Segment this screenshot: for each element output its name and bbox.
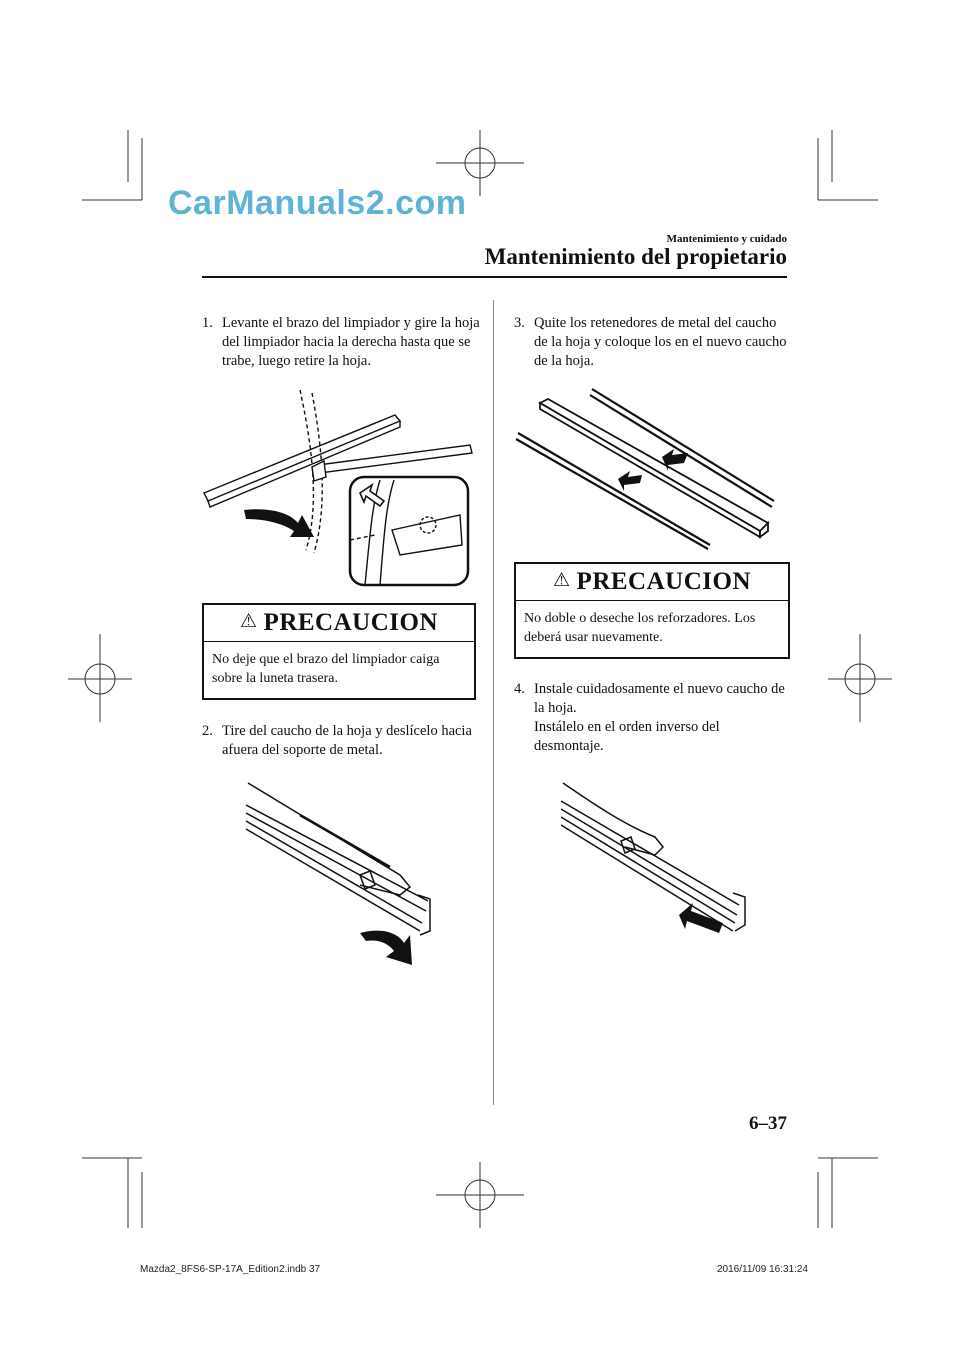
caution-title: PRECAUCION	[576, 568, 751, 595]
header-rule	[202, 276, 787, 278]
warning-icon: ⚠	[553, 570, 571, 591]
step-text: Tire del caucho de la hoja y deslícelo hacia afuera del soporte de metal.	[222, 723, 472, 758]
rubber-slide-out-illustration	[240, 775, 440, 970]
step-number: 1.	[202, 315, 213, 331]
caution-box-1	[202, 603, 476, 700]
chapter-title: Mantenimiento y cuidado	[666, 233, 787, 245]
section-title: Mantenimiento del propietario	[484, 244, 787, 269]
caution-title: PRECAUCION	[263, 609, 438, 636]
step-number: 2.	[202, 723, 213, 739]
step-text: Levante el brazo del limpiador y gire la hoja del limpiador hacia la derecha hasta que se trabe, luego retire la hoja.	[222, 315, 480, 369]
caution-text: No doble o deseche los reforzadores. Los deberá usar nuevamente.	[524, 611, 756, 645]
footer-filename: Mazda2_8FS6-SP-17A_Edition2.indb 37	[140, 1264, 321, 1275]
column-divider	[493, 300, 494, 1105]
footer-timestamp: 2016/11/09 16:31:24	[716, 1264, 808, 1275]
retainer-swap-illustration	[512, 385, 782, 550]
wiper-removal-illustration	[200, 385, 480, 590]
step-number: 3.	[514, 315, 525, 331]
step-4	[514, 680, 789, 756]
watermark-logo: CarManuals2.com	[168, 184, 467, 222]
step-2	[202, 722, 482, 760]
warning-icon: ⚠	[240, 611, 258, 632]
step-text: Quite los retenedores de metal del caucho de la hoja y coloque los en el nuevo caucho de la hoja.	[534, 315, 787, 369]
caution-header	[516, 564, 788, 601]
step-text: Instale cuidadosamente el nuevo caucho de la hoja.	[534, 681, 785, 716]
step-1	[202, 314, 482, 371]
caution-box-2	[514, 562, 790, 659]
step-number: 4.	[514, 681, 525, 697]
rubber-install-illustration	[555, 775, 755, 945]
caution-text: No deje que el brazo del limpiador caiga sobre la luneta trasera.	[212, 652, 440, 686]
caution-header	[204, 605, 474, 642]
step-3	[514, 314, 789, 371]
page-number: 6–37	[749, 1113, 787, 1134]
step-text-2: Instálelo en el orden inverso del desmontaje.	[534, 719, 720, 754]
